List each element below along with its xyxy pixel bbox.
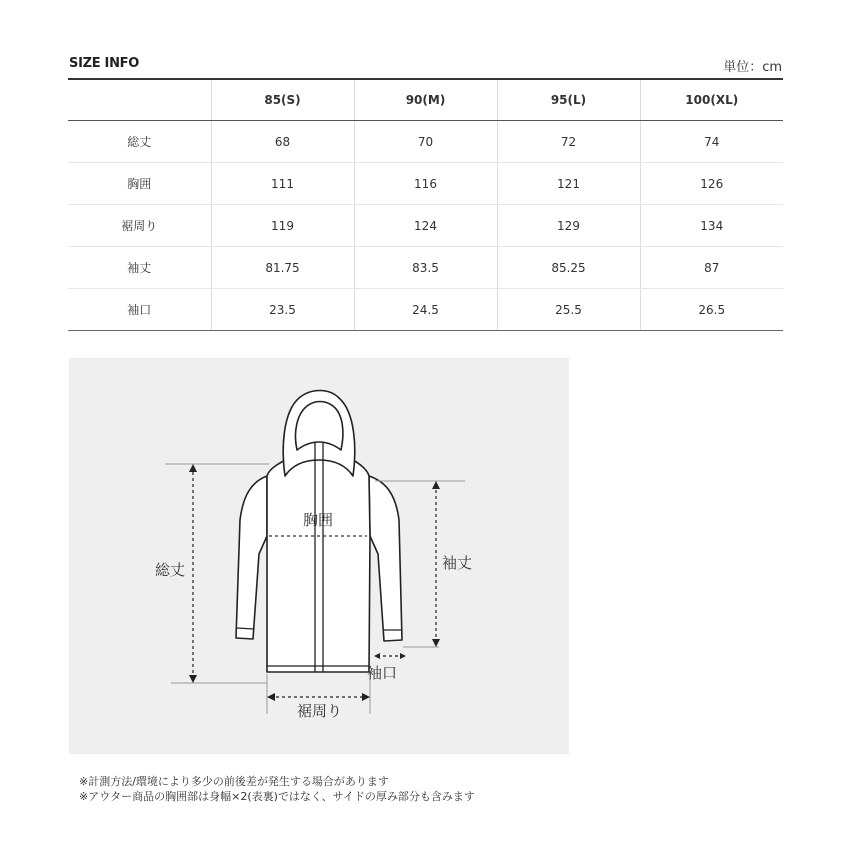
table-cell: 124: [354, 205, 497, 247]
notes: [79, 774, 475, 804]
table-row: [68, 205, 783, 247]
table-cell: 111: [211, 163, 354, 205]
table-cell: 129: [497, 205, 640, 247]
table-cell: 68: [211, 121, 354, 163]
table-cell: 81.75: [211, 247, 354, 289]
table-cell: 119: [211, 205, 354, 247]
sleeve-arrowhead-top: [432, 481, 440, 489]
table-cell: 116: [354, 163, 497, 205]
table-cell: 134: [640, 205, 783, 247]
table-cell: 87: [640, 247, 783, 289]
left-sleeve: [236, 476, 267, 639]
table-cell: 23.5: [211, 289, 354, 331]
cuff-label: 袖口: [367, 664, 398, 682]
hem-arrowhead-left: [267, 693, 275, 701]
sleeve-length-label: 袖丈: [442, 554, 473, 572]
hem-label: 裾周り: [297, 702, 343, 720]
hem-arrowhead-right: [362, 693, 370, 701]
sleeve-arrowhead-bottom: [432, 639, 440, 647]
row-label: 胸囲: [68, 163, 211, 205]
total-length-label: 総丈: [155, 561, 186, 579]
cuff-arrowhead-right: [400, 653, 406, 659]
row-label: 総丈: [68, 121, 211, 163]
table-cell: 24.5: [354, 289, 497, 331]
table-header-row: [68, 79, 783, 121]
table-cell: 83.5: [354, 247, 497, 289]
header-cell-100xl: 100(XL): [640, 79, 783, 121]
total-length-arrowhead-top: [189, 464, 197, 472]
row-label: 袖口: [68, 289, 211, 331]
table-row: [68, 163, 783, 205]
table-cell: 25.5: [497, 289, 640, 331]
table-cell: 85.25: [497, 247, 640, 289]
table-cell: 121: [497, 163, 640, 205]
jacket-measurement-diagram: [69, 358, 569, 754]
row-label: 袖丈: [68, 247, 211, 289]
unit-label: 単位：cm: [723, 60, 782, 75]
header-cell-empty: [68, 79, 211, 121]
table-cell: 74: [640, 121, 783, 163]
total-length-arrowhead-bottom: [189, 675, 197, 683]
table-cell: 126: [640, 163, 783, 205]
cuff-arrowhead-left: [374, 653, 380, 659]
jacket-body: [267, 454, 370, 672]
right-sleeve: [369, 476, 402, 641]
row-label: 裾周り: [68, 205, 211, 247]
table-cell: 26.5: [640, 289, 783, 331]
size-info-title: SIZE INFO: [69, 56, 139, 71]
header-cell-90m: 90(M): [354, 79, 497, 121]
note-line: ※計測方法/環境により多少の前後差が発生する場合があります: [79, 775, 389, 788]
header-cell-85s: 85(S): [211, 79, 354, 121]
note-line: ※アウター商品の胸囲部は身幅×2(表裏)ではなく、サイドの厚み部分も含みます: [79, 790, 475, 803]
chest-label: 胸囲: [303, 511, 334, 529]
jacket-illustration: [69, 358, 569, 754]
table-cell: 70: [354, 121, 497, 163]
size-table: [68, 78, 783, 331]
table-row: [68, 247, 783, 289]
table-cell: 72: [497, 121, 640, 163]
table-row: [68, 121, 783, 163]
table-row: [68, 289, 783, 331]
header-cell-95l: 95(L): [497, 79, 640, 121]
